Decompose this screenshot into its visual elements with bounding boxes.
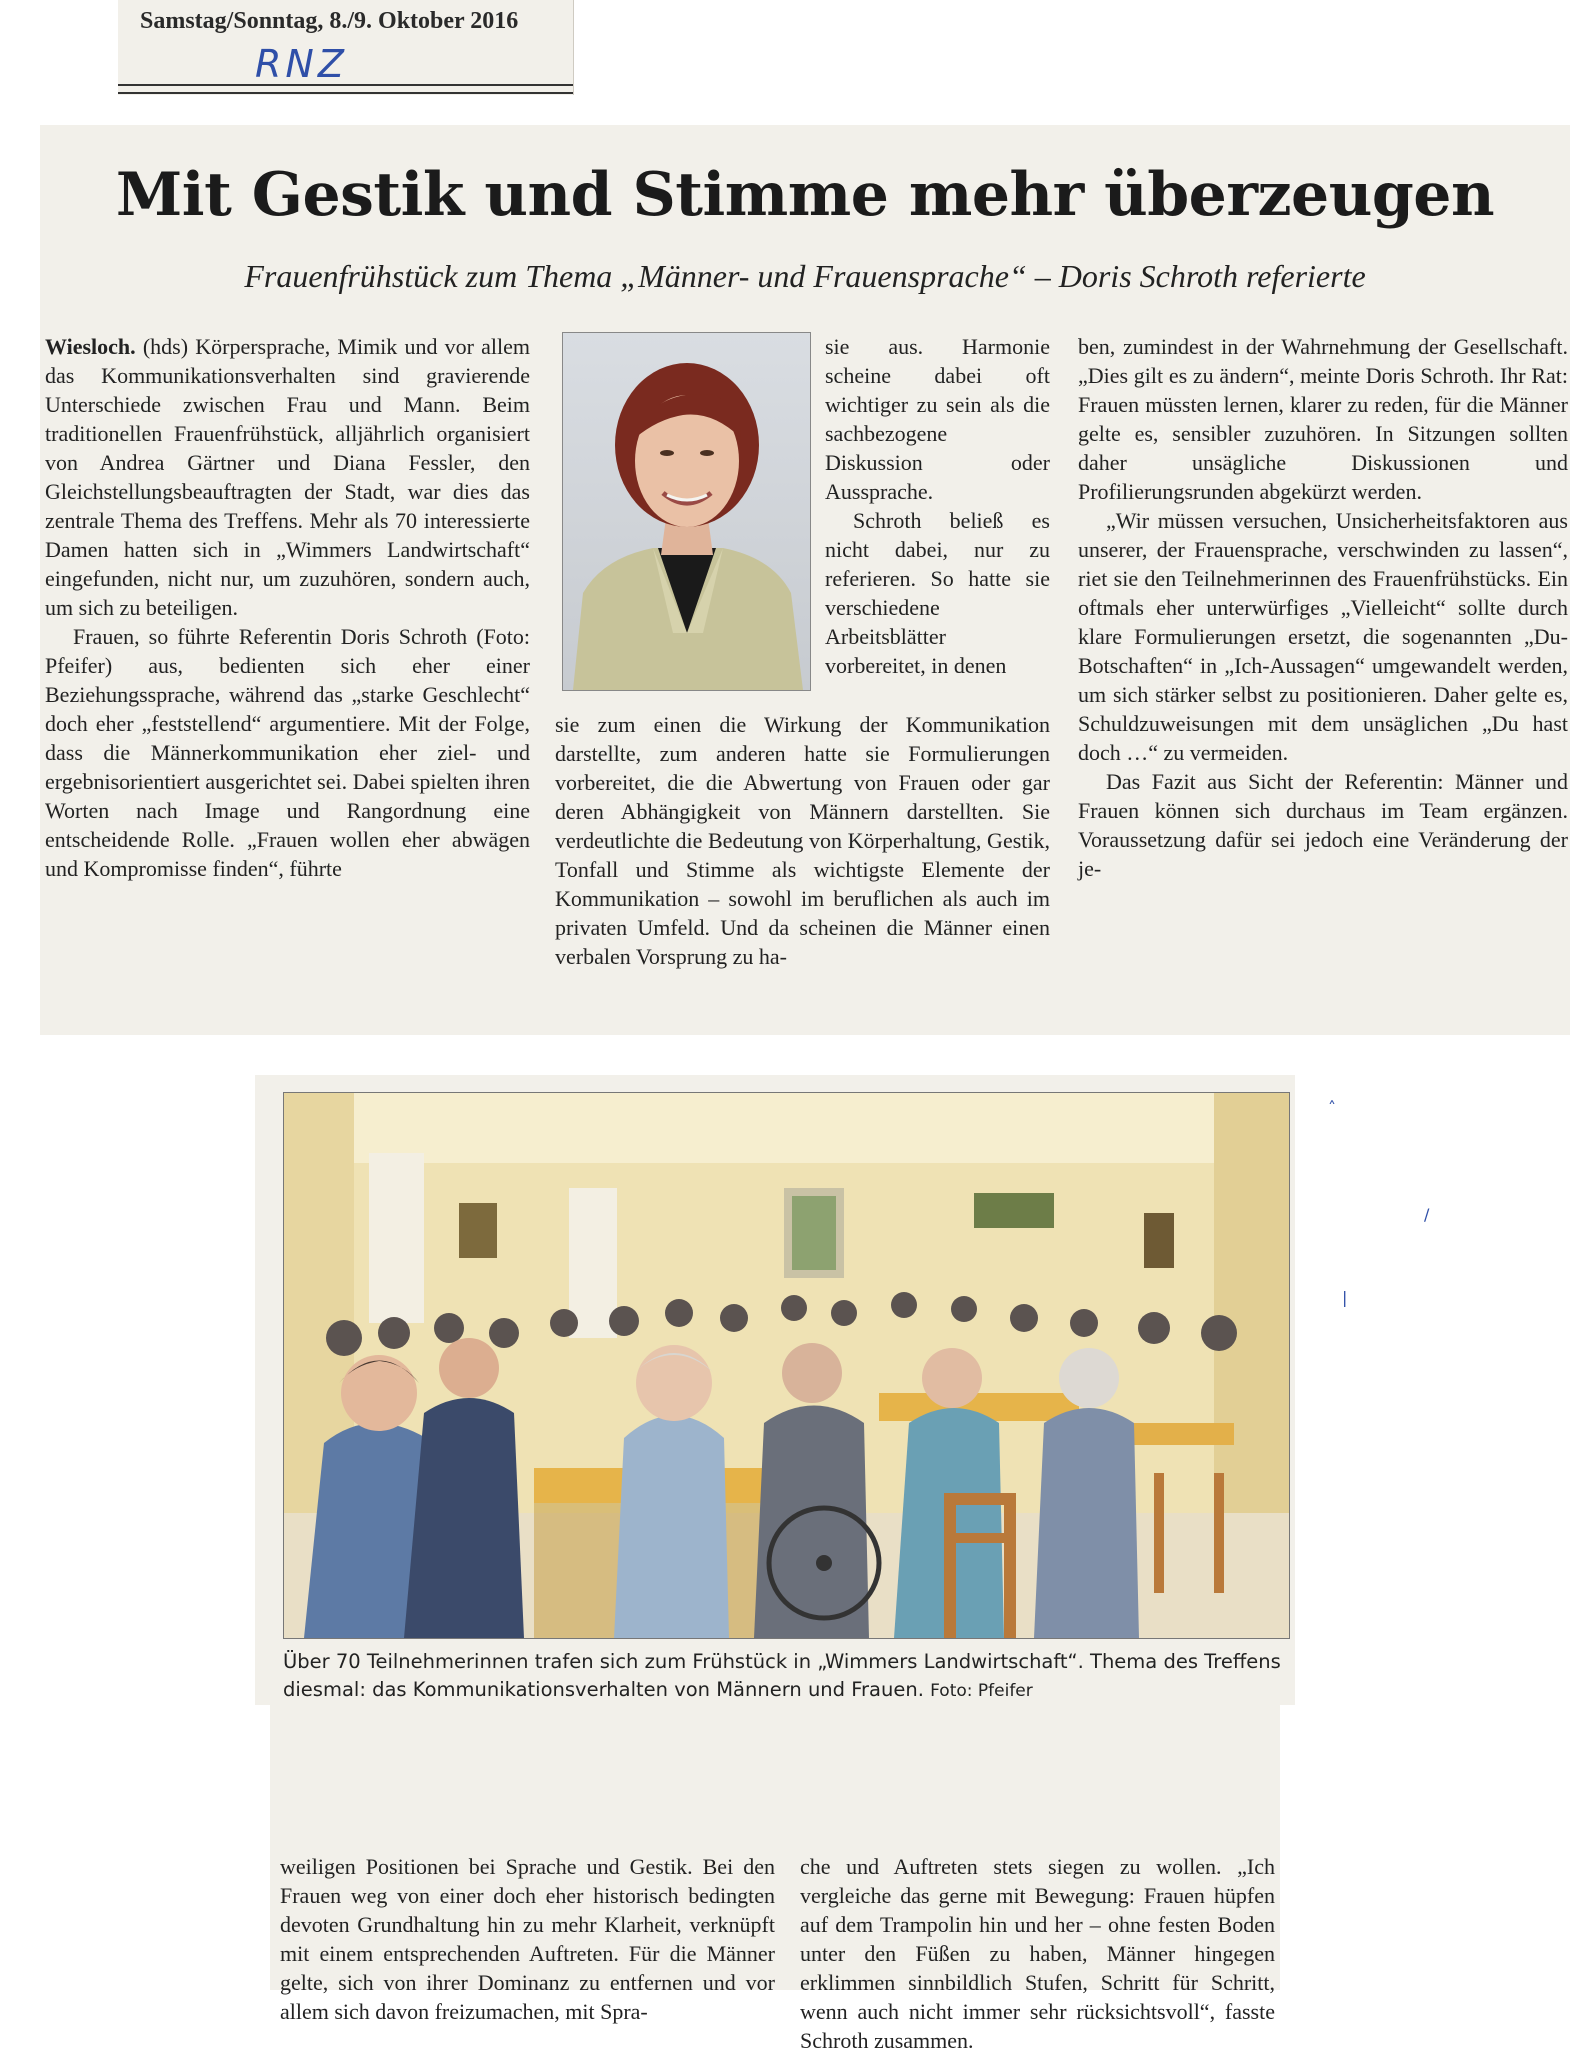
pen-mark: |: [1342, 1288, 1348, 1307]
article-column-1: [45, 332, 530, 883]
paragraph: ben, zumindest in der Wahrnehmung der Gesellschaft. „Dies gilt es zu ändern“, meinte Doris Schroth. Ihr Rat: Frauen müssten lernen, klarer zu reden, für die Männer gelte es, sensibler zuzuhören. In Sitzungen sollten daher unsägliche Diskussionen und Profilierungsrunden abgekürzt werden.: [1078, 334, 1568, 504]
photo-caption: [283, 1648, 1293, 1705]
article-column-3: [1078, 332, 1568, 883]
article-column-2-bottom: [555, 710, 1050, 971]
photo-credit: Foto: Pfeifer: [930, 1681, 1033, 1701]
article-column-2-top: [825, 332, 1050, 680]
header-double-rule: [118, 84, 573, 94]
paragraph: „Wir müssen versuchen, Unsicherheitsfaktoren aus unserer, der Frauensprache, verschwinden zu lassen“, riet sie den Teilnehmerinnen des Frauenfrühstücks. Ein oftmals eher unterwürfiges „Vielleicht“ sollte durch klare Formulierungen ersetzt, die sogenannten „Du-Botschaften“ in „Ich-Aussagen“ umgewandelt werden, um sich stärker selbst zu positionieren. Daher gelte es, Schuldzuweisungen mit dem unsäglichen „Du hast doch …“ zu vermeiden.: [1078, 508, 1568, 765]
article-column-4: [280, 1852, 775, 2026]
caption-text: Über 70 Teilnehmerinnen trafen sich zum Frühstück in „Wimmers Landwirtschaft“. Thema des Treffens diesmal: das Kommunikationsverhalten von Männern und Frauen.: [283, 1650, 1281, 1701]
paragraph: Frauen, so führte Referentin Doris Schroth (Foto: Pfeifer) aus, bedienten sich eher einer Beziehungssprache, während das „starke Geschlecht“ doch eher „feststellend“ argumentiere. Mit der Folge, dass die Männerkommunikation eher ziel- und ergebnisorientiert ausgerichtet sei. Dabei spielten ihren Worten nach Image und Rangordnung eine entscheidende Rolle. „Frauen wollen eher abwägen und Kompromisse finden“, führte: [45, 624, 530, 881]
pen-mark: ˄: [1328, 1098, 1336, 1117]
paragraph: sie aus. Harmonie scheine dabei oft wichtiger zu sein als die sachbezogene Diskussion oder Aussprache.: [825, 334, 1050, 504]
location-dateline: Wiesloch.: [45, 334, 136, 359]
event-breakfast-photo: [283, 1092, 1290, 1639]
speaker-portrait-photo: [562, 332, 811, 691]
paragraph: weiligen Positionen bei Sprache und Gestik. Bei den Frauen weg von einer doch eher historisch bedingten devoten Grundhaltung hin zu mehr Klarheit, verknüpft mit einem entsprechenden Auftreten. Für die Männer gelte, sich von ihrer Dominanz zu entfernen und vor allem sich davon freizumachen, mit Spra-: [280, 1854, 775, 2024]
paragraph: che und Auftreten stets siegen zu wollen. „Ich vergleiche das gerne mit Bewegung: Frauen hüpfen auf dem Trampolin hin und her – ohne festen Boden unter den Füßen zu haben, Männer hingegen erklimmen sinnbildlich Stufen, Schritt für Schritt, wenn auch nicht immer sehr rücksichtsvoll“, fasste Schroth zusammen.: [800, 1854, 1275, 2053]
handwritten-source-mark: RNZ: [255, 42, 348, 86]
paragraph: sie zum einen die Wirkung der Kommunikation darstellte, zum anderen hatte sie Formulierungen vorbereitet, die die Abwertung von Frauen oder gar deren Abhängigkeit von Männern darstellten. Sie verdeutlichte die Bedeutung von Körperhaltung, Gestik, Tonfall und Stimme als wichtigste Elemente der Kommunikation – sowohl im beruflichen als auch im privaten Umfeld. Und da scheinen die Männer einen verbalen Vorsprung zu ha-: [555, 712, 1050, 969]
article-column-5: [800, 1852, 1275, 2055]
pen-mark: /: [1424, 1205, 1430, 1224]
paragraph: Schroth beließ es nicht dabei, nur zu referieren. So hatte sie verschiedene Arbeitsblätter vorbereitet, in denen: [825, 508, 1050, 678]
article-headline: Mit Gestik und Stimme mehr überzeugen: [115, 160, 1495, 230]
article-subheadline: Frauenfrühstück zum Thema „Männer- und Frauensprache“ – Doris Schroth referierte: [244, 258, 1366, 294]
issue-dateline: Samstag/Sonntag, 8./9. Oktober 2016: [140, 8, 519, 34]
paragraph: Das Fazit aus Sicht der Referentin: Männer und Frauen können sich durchaus im Team ergänzen. Voraussetzung dafür sei jedoch eine Veränderung der je-: [1078, 769, 1568, 881]
paragraph: (hds) Körpersprache, Mimik und vor allem das Kommunikationsverhalten sind gravierende Unterschiede zwischen Frau und Mann. Beim traditionellen Frauenfrühstück, alljährlich organisiert von Andrea Gärtner und Diana Fessler, den Gleichstellungsbeauftragten der Stadt, war dies das zentrale Thema des Treffens. Mehr als 70 interessierte Damen hatten sich in „Wimmers Landwirtschaft“ eingefunden, nicht nur, um zuzuhören, sondern auch, um sich zu beteiligen.: [45, 334, 531, 620]
